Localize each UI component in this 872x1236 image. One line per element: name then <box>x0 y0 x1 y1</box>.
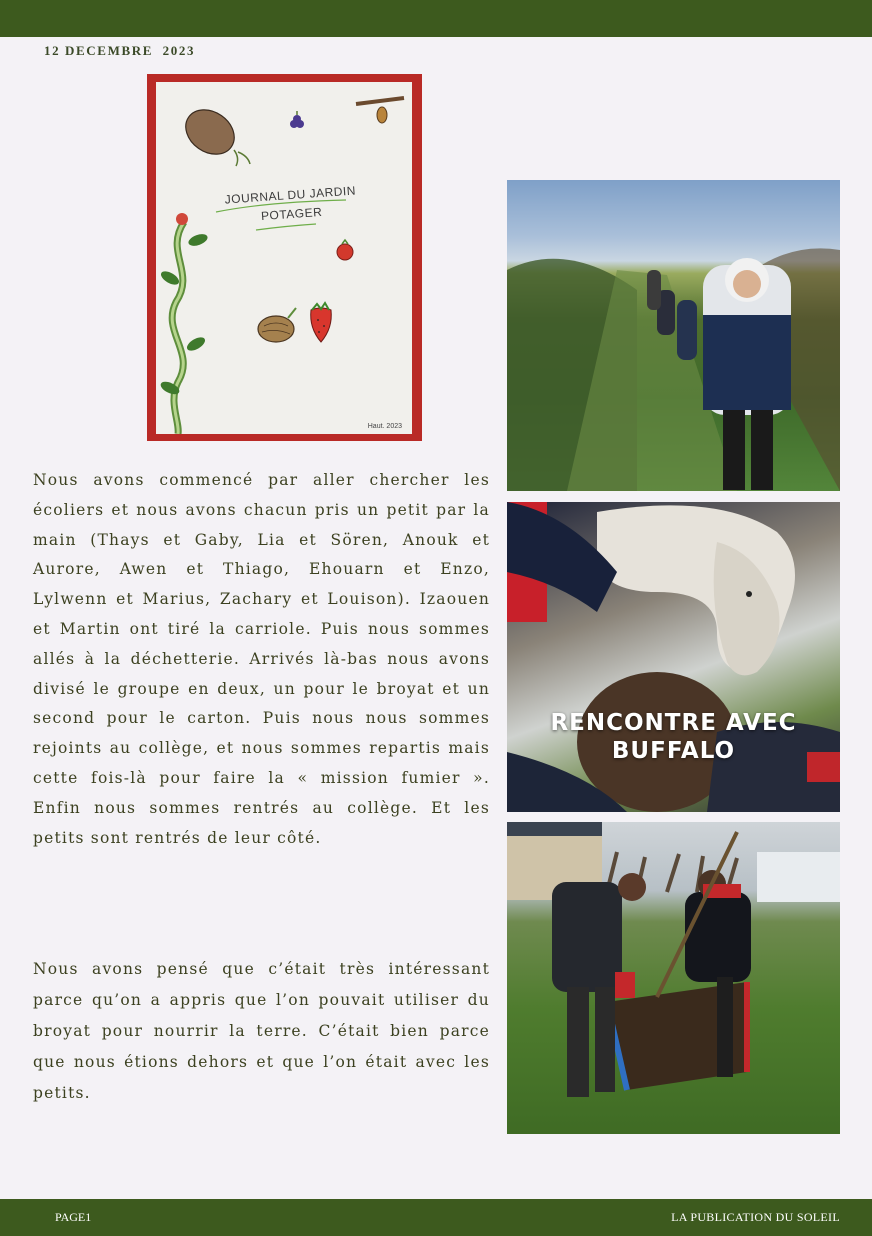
photo-caption-line2: BUFFALO <box>611 738 736 764</box>
top-banner <box>0 0 872 37</box>
photo-caption-line1: RENCONTRE AVEC <box>550 710 797 736</box>
footer-banner <box>0 1199 872 1236</box>
article-paragraph-1: Nous avons commencé par aller chercher les écoliers et nous avons chacun pris un petit par la main (Thays et Gaby, Lia et Sören, Anouk et Aurore, Awen et Thiago, Ehouarn et Enzo, Lylwenn et Marius, Zachary et Louison). Izaouen et Martin ont tiré la carriole. Puis nous sommes allés à la déchetterie. Arrivés là-bas nous avons divisé le groupe en deux, un pour le broyat et un second pour le carton. Puis nous nous sommes rejoints au collège, et nous sommes repartis mais cette fois-là pour faire la « mission fumier ». Enfin nous sommes rentrés au collège. Et les petits sont rentrés de leur côté. <box>33 471 490 847</box>
photo2-scene <box>507 502 840 812</box>
cover-title-line2: POTAGER <box>260 204 323 224</box>
photo3-scene <box>507 822 840 1134</box>
photo-shoveling-mulch <box>507 822 840 1134</box>
photo1-scene <box>507 180 840 491</box>
page-number: PAGE1 <box>55 1210 92 1224</box>
publication-date: 12 DECEMBRE 2023 <box>44 43 196 58</box>
vine-drawing-icon <box>159 213 209 434</box>
tomato-drawing-icon <box>337 240 353 260</box>
article-paragraph-2: Nous avons pensé que c’était très intéressant parce qu’on a appris que l’on pouvait utiliser du broyat pour nourrir la terre. C’était bien parce que nous étions dehors et que l’on était avec les petits. <box>33 960 490 1102</box>
journal-cover-image <box>147 74 422 441</box>
cover-title-line1: JOURNAL DU JARDIN <box>224 183 357 207</box>
cover-drawings <box>156 82 412 434</box>
cover-paper <box>156 82 412 434</box>
cover-signature: Haut. 2023 <box>367 423 402 430</box>
bulb-vegetable-drawing-icon <box>258 308 296 342</box>
publication-name: LA PUBLICATION DU SOLEIL <box>671 1210 840 1224</box>
photo-horse-buffalo <box>507 502 840 812</box>
strawberry-drawing-icon <box>311 303 332 342</box>
potato-drawing-icon <box>177 101 250 166</box>
hanging-fruit-drawing-icon <box>356 98 404 123</box>
blackberry-drawing-icon <box>290 111 304 128</box>
photo-children-walking <box>507 180 840 491</box>
photo-caption-overlay <box>507 709 840 765</box>
